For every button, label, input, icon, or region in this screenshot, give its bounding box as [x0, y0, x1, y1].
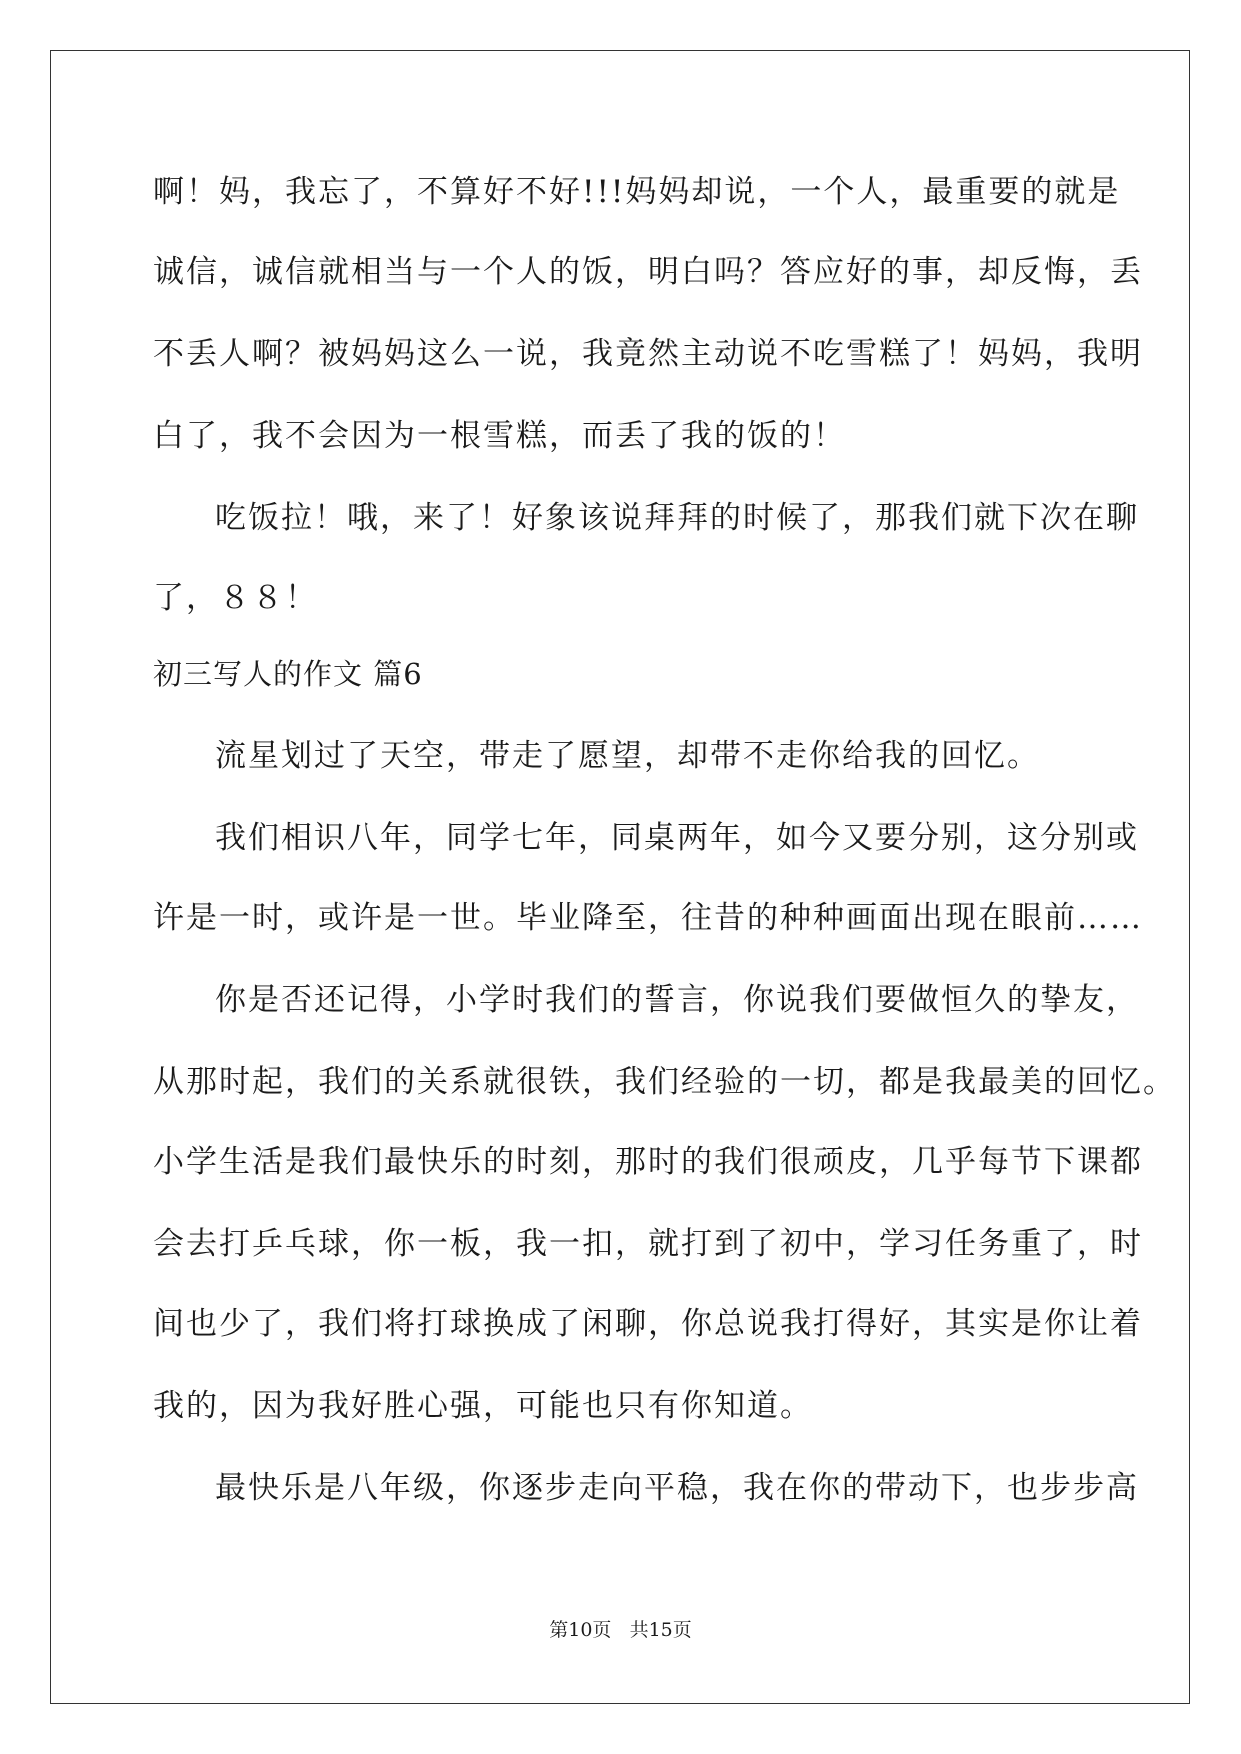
text-line: 间也少了，我们将打球换成了闲聊，你总说我打得好，其实是你让着: [153, 1306, 1143, 1342]
text-line: 不丢人啊？被妈妈这么一说，我竟然主动说不吃雪糕了！妈妈，我明: [153, 336, 1143, 372]
text-line: 白了，我不会因为一根雪糕，而丢了我的饭的！: [153, 418, 846, 454]
page-footer: [0, 1618, 1241, 1642]
text-line: 啊！妈，我忘了，不算好不好!!!妈妈却说，一个人，最重要的就是: [153, 174, 1121, 210]
text-line: 我们相识八年，同学七年，同桌两年，如今又要分别，这分别或: [215, 820, 1139, 856]
text-line: 从那时起，我们的关系就很铁，我们经验的一切，都是我最美的回忆。: [153, 1064, 1176, 1100]
text-line: 小学生活是我们最快乐的时刻，那时的我们很顽皮，几乎每节下课都: [153, 1144, 1143, 1180]
text-line: 流星划过了天空，带走了愿望，却带不走你给我的回忆。: [215, 738, 1040, 774]
section-heading: 初三写人的作文 篇6: [153, 657, 423, 691]
text-line: 你是否还记得，小学时我们的誓言，你说我们要做恒久的挚友，: [215, 982, 1139, 1018]
text-line: 诚信，诚信就相当与一个人的饭，明白吗？答应好的事，却反悔，丢: [153, 254, 1143, 290]
text-line: 会去打乒乓球，你一板，我一扣，就打到了初中，学习任务重了，时: [153, 1226, 1143, 1262]
text-line: 我的，因为我好胜心强，可能也只有你知道。: [153, 1388, 813, 1424]
text-line: 最快乐是八年级，你逐步走向平稳，我在你的带动下，也步步高: [215, 1470, 1139, 1506]
total-pages: 共15页: [629, 1619, 692, 1641]
page-number: 第10页: [549, 1619, 612, 1641]
page-border: [50, 50, 1190, 1704]
text-line: 许是一时，或许是一世。毕业降至，往昔的种种画面出现在眼前……: [153, 900, 1143, 936]
text-line: 吃饭拉！哦，来了！好象该说拜拜的时候了，那我们就下次在聊: [215, 500, 1139, 536]
text-line: 了，８８！: [153, 580, 318, 616]
